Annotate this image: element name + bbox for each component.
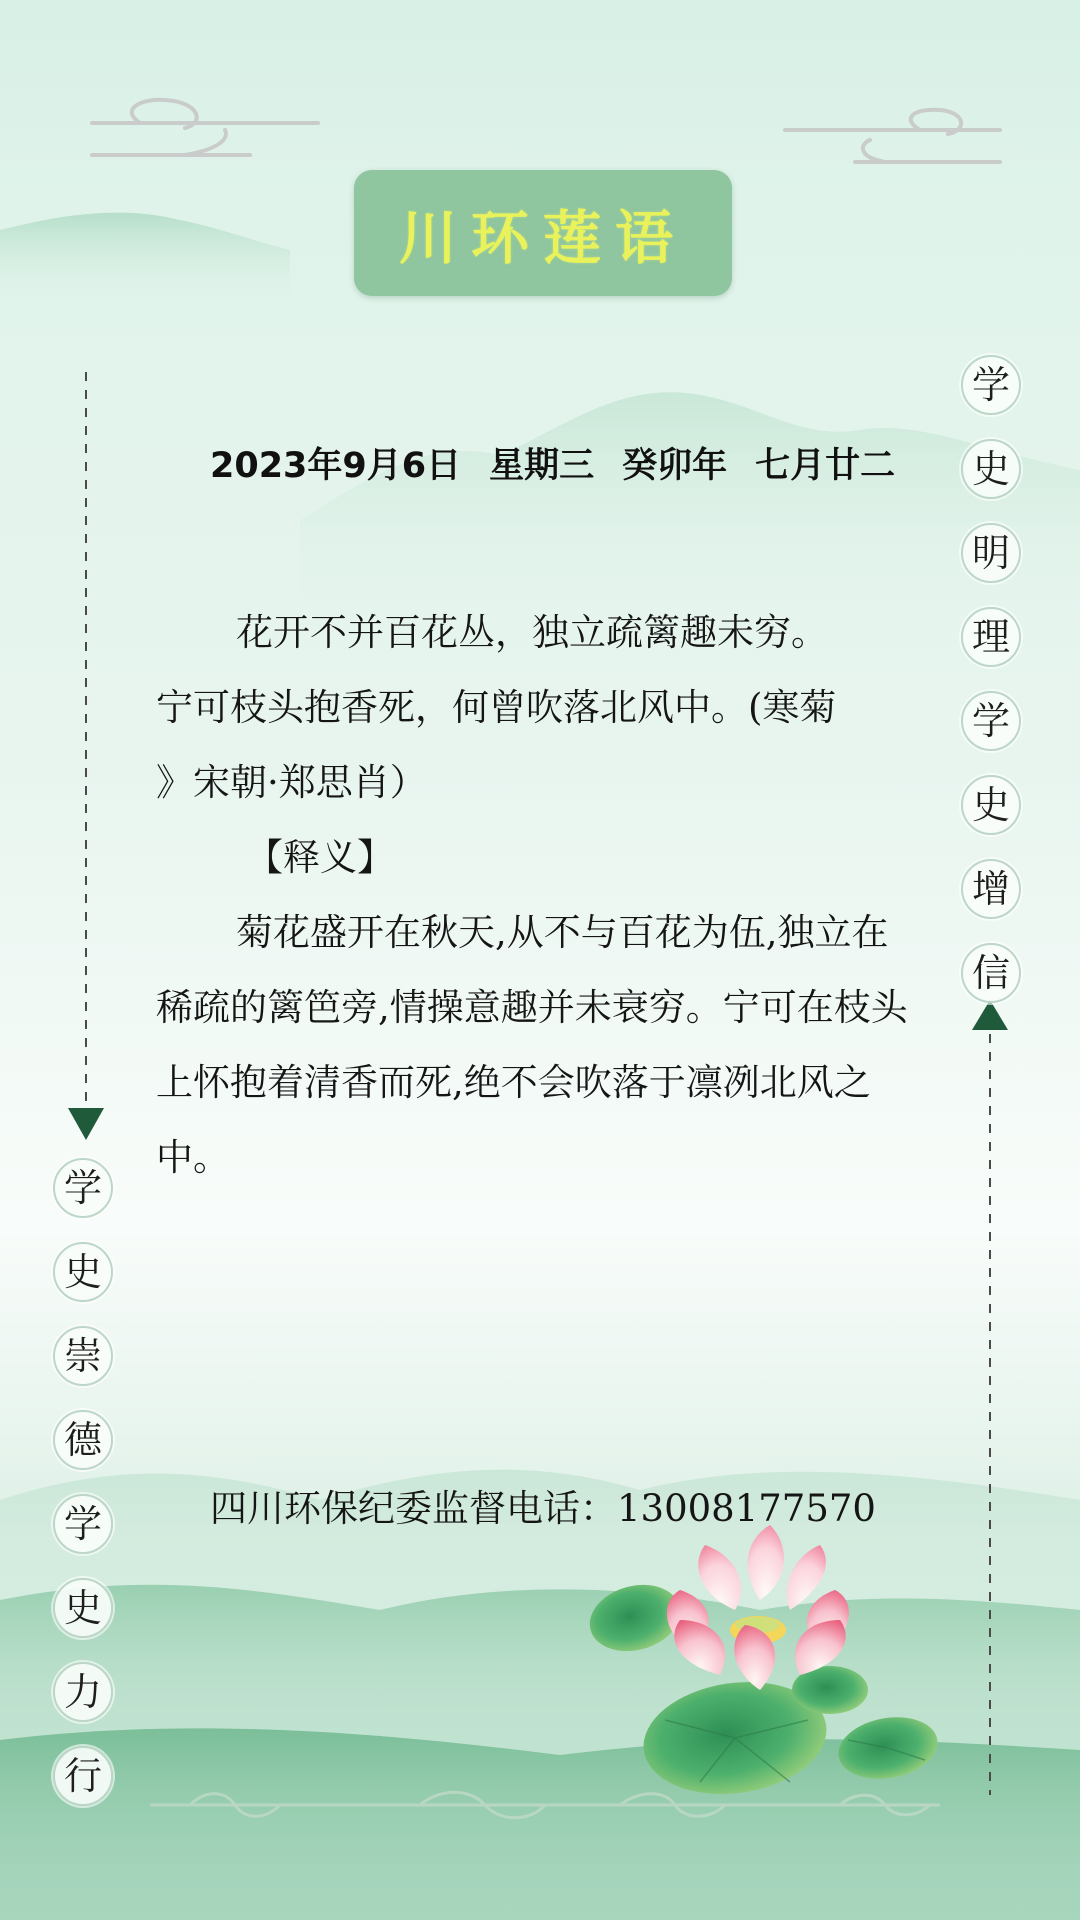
slogan-char: 学 <box>961 355 1021 415</box>
poem-body <box>156 595 916 1195</box>
slogan-char: 崇 <box>53 1326 113 1386</box>
slogan-char: 史 <box>53 1242 113 1302</box>
slogan-char: 德 <box>53 1410 113 1470</box>
slogan-char: 史 <box>53 1578 113 1638</box>
slogan-char: 史 <box>961 775 1021 835</box>
poem-line: 花开不并百花丛，独立疏篱趣未穷。 <box>236 611 828 654</box>
slogan-char: 学 <box>53 1494 113 1554</box>
lunar-date: 七月廿二 <box>755 446 896 486</box>
slogan-char: 学 <box>53 1158 113 1218</box>
left-vertical-slogan <box>54 1158 112 1830</box>
date-line <box>210 438 895 488</box>
gregorian-date: 2023年9月6日 <box>210 446 462 486</box>
year-name: 癸卯年 <box>622 446 728 486</box>
slogan-char: 学 <box>961 691 1021 751</box>
gloss-text: 菊花盛开在秋天,从不与百花为伍,独立在稀疏的篱笆旁,情操意趣并未衰穷。宁可在枝头上怀抱着清香而死,绝不会吹落于凛冽北风之中。 <box>156 911 908 1179</box>
slogan-char: 增 <box>961 859 1021 919</box>
hotline-text: 四川环保纪委监督电话：13008177570 <box>210 1487 876 1530</box>
poem-line: 》宋朝·郑思肖） <box>156 761 427 804</box>
slogan-char: 史 <box>961 439 1021 499</box>
slogan-char: 明 <box>961 523 1021 583</box>
title-plate <box>354 170 732 296</box>
page-title: 川环莲语 <box>398 204 687 272</box>
slogan-char: 理 <box>961 607 1021 667</box>
slogan-char: 行 <box>53 1746 113 1806</box>
slogan-char: 信 <box>961 943 1021 1003</box>
gloss-label: 【释义】 <box>246 836 394 879</box>
poem-line: 宁可枝头抱香死，何曾吹落北风中。(寒菊 <box>156 686 837 729</box>
slogan-char: 力 <box>53 1662 113 1722</box>
weekday: 星期三 <box>489 446 595 486</box>
right-vertical-slogan <box>962 355 1020 1027</box>
